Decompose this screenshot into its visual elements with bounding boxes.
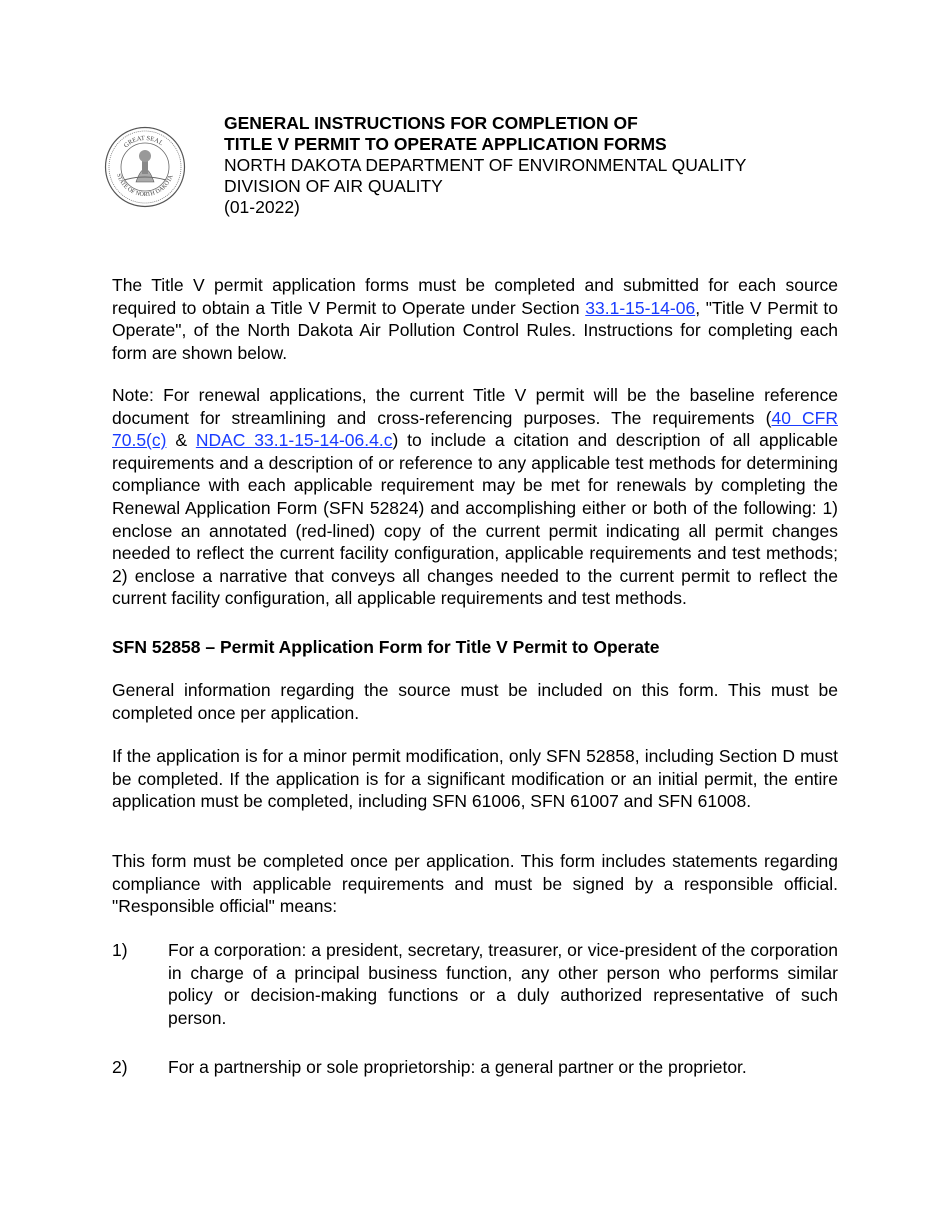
list-number: 2) — [112, 1057, 128, 1077]
note-text-3: ) to include a citation and description of all applicable requirements and a description of or reference to any applicable test methods for determining compliance with each applicable requirement may be met for renewals by completing the Renewal Application Form (SFN 52824) and accomplishing either or both of the following: 1) enclose an annotated (red-lined) copy of the current permit indicating all permit changes needed to reflect the current facility configuration, applicable requirements and test methods; 2) enclose a narrative that conveys all changes needed to the current permit to reflect the current facility configuration, all applicable requirements and test methods. — [112, 430, 838, 609]
note-text-2: & — [166, 430, 196, 451]
intro-text: The Title V permit application forms must be completed and submitted for each source required to obtain a Title V Permit to Operate under Section — [112, 275, 838, 318]
section-paragraph-1: General information regarding the source must be included on this form. This must be completed once per application. — [112, 680, 838, 723]
note-paragraph — [112, 384, 838, 610]
title-line-2: TITLE V PERMIT TO OPERATE APPLICATION FORMS — [224, 134, 667, 154]
section-link[interactable]: 33.1-15-14-06 — [585, 297, 696, 318]
list-item — [112, 1056, 838, 1079]
intro-paragraph — [112, 274, 838, 364]
revision-date: (01-2022) — [224, 197, 300, 217]
title-line-1: GENERAL INSTRUCTIONS FOR COMPLETION OF — [224, 113, 638, 133]
section-paragraph-3: This form must be completed once per application. This form includes statements regarding compliance with applicable requirements and must be signed by a responsible official. "Responsible official" means: — [112, 851, 838, 917]
list-text: For a corporation: a president, secretary, treasurer, or vice-president of the corporation in charge of a principal business function, any other person who performs similar policy or decision-making functions or a duly authorized representative of such person. — [168, 940, 838, 1028]
document-header — [224, 113, 746, 218]
state-seal-logo — [104, 126, 186, 208]
note-text: Note: For renewal applications, the current Title V permit will be the baseline reference document for streamlining and cross-referencing purposes. The requirements ( — [112, 385, 838, 428]
cfr-link[interactable]: 40 CFR 70.5(c) — [112, 407, 838, 451]
section-paragraph-2: If the application is for a minor permit modification, only SFN 52858, including Section D must be completed. If the application is for a significant modification or an initial permit, the entire application must be completed, including SFN 61006, SFN 61007 and SFN 61008. — [112, 746, 838, 812]
list-number: 1) — [112, 940, 128, 960]
ndac-link[interactable]: NDAC 33.1-15-14-06.4.c — [195, 430, 393, 451]
svg-text:STATE OF NORTH DAKOTA: STATE OF NORTH DAKOTA — [114, 172, 175, 199]
list-text: For a partnership or sole proprietorship: a general partner or the proprietor. — [168, 1057, 747, 1077]
intro-text-2: , "Title V Permit to Operate", of the North Dakota Air Pollution Control Rules. Instructions for completing each form are shown below. — [112, 297, 838, 363]
division-name: DIVISION OF AIR QUALITY — [224, 176, 443, 196]
list-item — [112, 939, 838, 1029]
svg-text:GREAT SEAL: GREAT SEAL — [122, 134, 165, 150]
section-heading: SFN 52858 – Permit Application Form for Title V Permit to Operate — [112, 637, 660, 657]
department-name: NORTH DAKOTA DEPARTMENT OF ENVIRONMENTAL QUALITY — [224, 155, 747, 175]
